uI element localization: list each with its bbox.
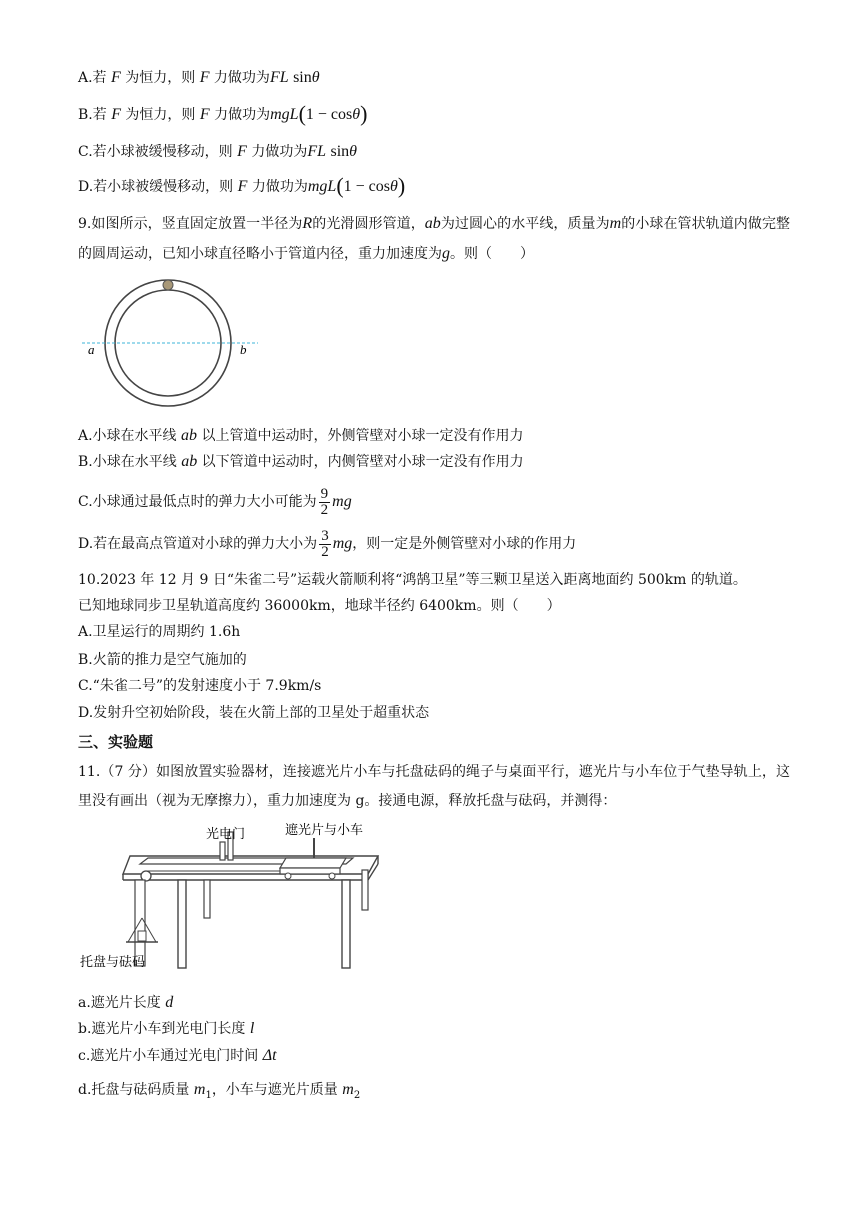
ball [163,280,173,290]
q9-stem: 9.如图所示，竖直固定放置一半径为R的光滑圆形管道，ab为过圆心的水平线，质量为m的小球在管状轨道内做完整的圆周运动，已知小球直径略小于管道内径，重力加速度为g。则（ ） [78,215,791,262]
label-b: b [240,342,247,357]
table-leg-back-left [204,880,210,918]
q11-item-c: c.遮光片小车通过光电门时间 Δt [78,1047,277,1064]
circular-tube-figure [78,272,268,412]
q11-item-a: a.遮光片长度 d [78,994,174,1011]
q8-option-c: C.若小球被缓慢移动，则 F 力做功为FL sinθ [78,143,358,160]
q11-item-b: b.遮光片小车到光电门长度 l [78,1020,255,1037]
q10-option-c: C.“朱雀二号”的发射速度小于 7.9km/s [78,678,322,694]
table-leg-back-right [362,870,368,910]
q11-item-d: d.托盘与砝码质量 $m_1$，小车与遮光片质量 $m_2$ [78,1081,361,1101]
q10-stem-line-2: 已知地球同步卫星轨道高度约 36000km，地球半径约 6400km。则（ ） [78,598,561,614]
q10-option-a: A.卫星运行的周期约 1.6h [78,624,241,640]
q10-stem-line-1: 10.2023 年 12 月 9 日“朱雀二号”运载火箭顺利将“鸿鹄卫星”等三颗卫星送入距离地面约 500km 的轨道。 [78,572,747,588]
q8-option-a: A.若 F 为恒力，则 F 力做功为FL sinθ [78,69,320,86]
air-track-apparatus-figure [78,818,388,976]
q10-option-b: B.火箭的推力是空气施加的 [78,652,247,668]
q9-option-c: C.小球通过最低点时的弹力大小可能为 $\frac{9}{2}$ mg [78,485,352,518]
photogate-left [220,842,225,860]
section-title: 三、实验题 [78,733,154,751]
table-leg-left [135,880,145,966]
q8-option-d: D.若小球被缓慢移动，则 F 力做功为mgL(1 − cosθ) [78,173,406,198]
q11-stem: 11.（7 分）如图放置实验器材，连接遮光片小车与托盘砝码的绳子与桌面平行，遮光片与小车位于气垫导轨上，这里没有画出（视为无摩擦力），重力加速度为 g。接通电源，释放托盘与砝码，并测得： [78,764,790,809]
q9-option-a: A.小球在水平线 ab 以上管道中运动时，外侧管壁对小球一定没有作用力 [78,427,524,444]
q9-option-d: D.若在最高点管道对小球的弹力大小为 $\frac{3}{2}$ mg，则一定是外侧管壁对小球的作用力 [78,527,577,560]
label-cart: 遮光片与小车 [285,823,364,838]
fraction-9-2: $\frac{9}{2}$ [320,485,329,518]
label-photogate: 光电门 [206,827,246,842]
cart-body [280,858,346,868]
label-a: a [88,342,95,357]
q8-option-b: B.若 F 为恒力，则 F 力做功为mgL(1 − cosθ) [78,101,368,126]
table-leg-front-right [342,880,350,968]
q9-option-b: B.小球在水平线 ab 以下管道中运动时，内侧管壁对小球一定没有作用力 [78,453,524,470]
weight [138,931,146,941]
table-leg-front-left [178,880,186,968]
q10-option-d: D.发射升空初始阶段，装在火箭上部的卫星处于超重状态 [78,705,430,721]
fraction-3-2: $\frac{3}{2}$ [321,527,329,560]
label-tray: 托盘与砝码 [80,955,146,970]
